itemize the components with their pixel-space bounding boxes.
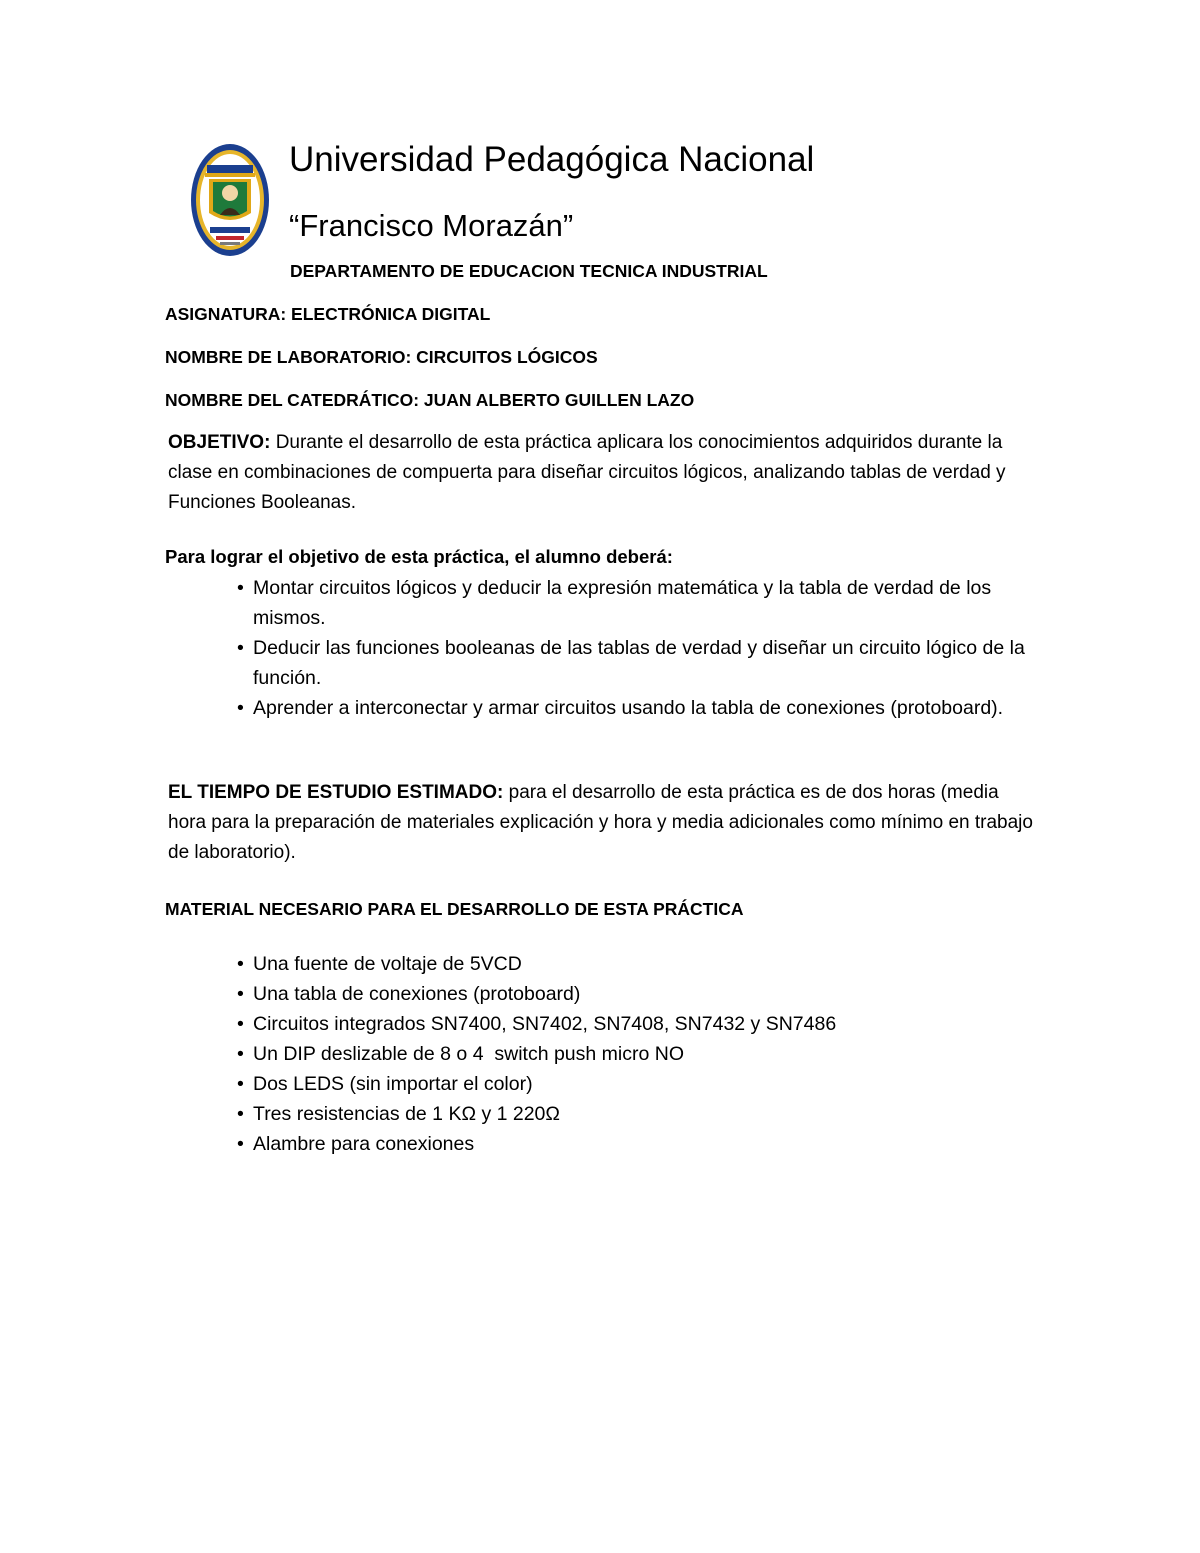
- material-text: Dos LEDS (sin importar el color): [253, 1073, 533, 1095]
- list-item: • Circuitos integrados SN7400, SN7402, SN7408, SN7432 y SN7486: [237, 1013, 837, 1035]
- study-time-label: EL TIEMPO DE ESTUDIO ESTIMADO:: [168, 782, 504, 803]
- field-laboratorio: NOMBRE DE LABORATORIO: CIRCUITOS LÓGICOS: [165, 347, 598, 367]
- list-item: • Dos LEDS (sin importar el color): [237, 1073, 533, 1095]
- list-item: • Una fuente de voltaje de 5VCD: [237, 953, 522, 975]
- goals-list: [237, 573, 1027, 723]
- university-name: Universidad Pedagógica Nacional: [289, 140, 815, 179]
- list-item: • Una tabla de conexiones (protoboard): [237, 983, 581, 1005]
- material-text: Circuitos integrados SN7400, SN7402, SN7408, SN7432 y SN7486: [253, 1013, 837, 1035]
- materials-list: [237, 949, 1017, 1159]
- university-subtitle: “Francisco Morazán”: [289, 208, 574, 243]
- department-title: DEPARTAMENTO DE EDUCACION TECNICA INDUSTRIAL: [290, 261, 768, 281]
- material-text: Una fuente de voltaje de 5VCD: [253, 953, 522, 975]
- goal-text: Aprender a interconectar y armar circuitos usando la tabla de conexiones (protoboard).: [253, 697, 1004, 719]
- materials-heading: MATERIAL NECESARIO PARA EL DESARROLLO DE ESTA PRÁCTICA: [165, 899, 744, 919]
- material-text: Un DIP deslizable de 8 o 4 switch push micro NO: [253, 1043, 684, 1065]
- goal-text: Deducir las funciones booleanas de las tablas de verdad y diseñar un circuito lógico de la función.: [253, 637, 1025, 689]
- objective-label: OBJETIVO:: [168, 432, 271, 453]
- list-item: • Deducir las funciones booleanas de las tablas de verdad y diseñar un circuito lógico de la función.: [237, 637, 1025, 689]
- list-item: • Montar circuitos lógicos y deducir la expresión matemática y la tabla de verdad de los mismos.: [237, 577, 992, 629]
- goal-text: Montar circuitos lógicos y deducir la expresión matemática y la tabla de verdad de los mismos.: [253, 577, 992, 629]
- goals-heading: Para lograr el objetivo de esta práctica, el alumno deberá:: [165, 546, 673, 567]
- objective-text: Durante el desarrollo de esta práctica aplicara los conocimientos adquiridos durante la clase en combinaciones de compuerta para diseñar circuitos lógicos, analizando tablas de verdad y Funciones Booleanas.: [168, 432, 1006, 513]
- field-asignatura: ASIGNATURA: ELECTRÓNICA DIGITAL: [165, 304, 491, 324]
- university-seal-icon: [190, 143, 270, 257]
- material-text: Tres resistencias de 1 KΩ y 1 220Ω: [253, 1103, 560, 1125]
- field-catedratico: NOMBRE DEL CATEDRÁTICO: JUAN ALBERTO GUILLEN LAZO: [165, 390, 695, 410]
- list-item: • Alambre para conexiones: [237, 1133, 475, 1155]
- material-text: Alambre para conexiones: [253, 1133, 475, 1155]
- list-item: • Tres resistencias de 1 KΩ y 1 220Ω: [237, 1103, 560, 1125]
- study-time-paragraph: [168, 778, 1038, 868]
- study-time-text: para el desarrollo de esta práctica es de dos horas (media hora para la preparación de materiales explicación y hora y media adicionales como mínimo en trabajo de laboratorio).: [168, 782, 1033, 863]
- material-text: Una tabla de conexiones (protoboard): [253, 983, 581, 1005]
- list-item: • Aprender a interconectar y armar circuitos usando la tabla de conexiones (protoboard).: [237, 697, 1004, 719]
- objective-paragraph: [168, 428, 1038, 518]
- list-item: • Un DIP deslizable de 8 o 4 switch push micro NO: [237, 1043, 684, 1065]
